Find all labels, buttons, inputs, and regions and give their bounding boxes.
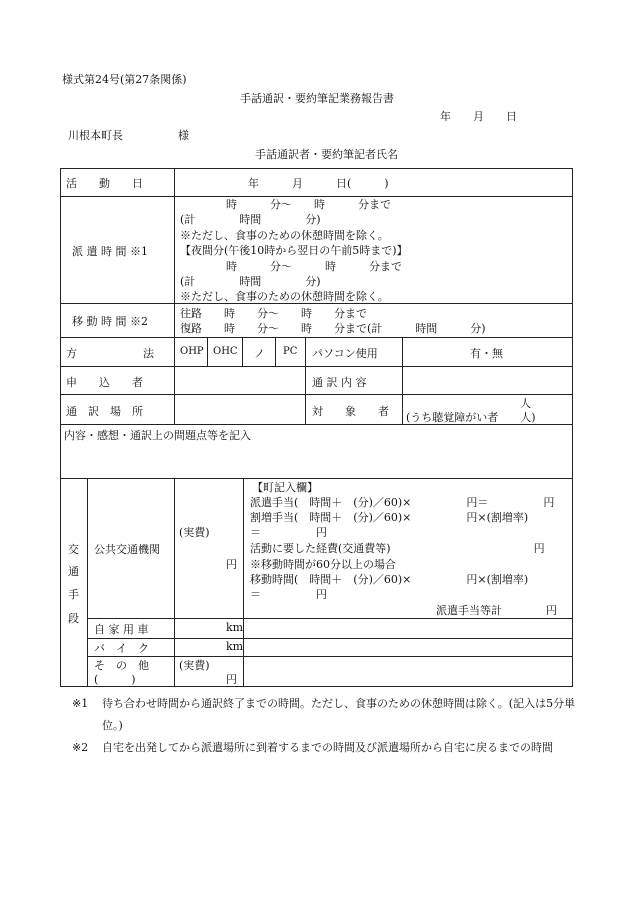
transport-label-char: 交 bbox=[68, 543, 79, 556]
note-text: 自宅を出発してから派遣場所に到着するまでの時間及び派遣場所から自宅に戻るまでの時間 bbox=[102, 741, 553, 754]
public-transport-yen: 円 bbox=[226, 558, 237, 571]
pc-usage-label: パソコン使用 bbox=[312, 347, 378, 360]
transport-label-char: 通 bbox=[68, 565, 79, 578]
dispatch-time-line: ※ただし、食事のための休憩時間を除く。 bbox=[180, 229, 389, 242]
target-label: 対 象 者 bbox=[312, 405, 389, 418]
dispatch-time-line[interactable]: (計 時間 分) bbox=[180, 213, 321, 226]
method-option-pc[interactable]: PC bbox=[283, 346, 298, 357]
form-number: 様式第24号(第27条関係) bbox=[62, 73, 187, 86]
other-yen: 円 bbox=[226, 673, 237, 686]
applicant-label: 申 込 者 bbox=[66, 376, 143, 389]
private-car-unit: km bbox=[226, 621, 244, 634]
target-hearing-impaired[interactable]: (うち聴覚障がい者 人) bbox=[406, 411, 536, 424]
date-line: 年 月 日 bbox=[440, 110, 517, 123]
private-car-label: 自 家 用 車 bbox=[94, 623, 149, 636]
method-option-ohc[interactable]: OHC bbox=[213, 346, 238, 357]
other-actual-cost: (実費) bbox=[179, 659, 210, 672]
town-entry-line: 割増手当( 時間＋ (分)／60)× 円×(割増率) bbox=[250, 511, 529, 524]
dispatch-time-line[interactable]: 時 分〜 時 分まで bbox=[226, 198, 391, 211]
town-entry-line: 派遣手当( 時間＋ (分)／60)× 円＝ 円 bbox=[250, 496, 555, 509]
addressee: 川根本町長 bbox=[68, 129, 123, 142]
town-entry-line: 活動に要した経費(交通費等) 円 bbox=[250, 542, 545, 555]
target-unit: 人 bbox=[520, 397, 531, 410]
dispatch-time-line: ※ただし、食事のための休憩時間を除く。 bbox=[180, 290, 389, 303]
dispatch-time-line: 【夜間分(午後10時から翌日の午前5時まで)】 bbox=[180, 244, 408, 257]
travel-return[interactable]: 復路 時 分〜 時 分まで(計 時間 分) bbox=[180, 322, 486, 335]
addressee-honorific: 様 bbox=[178, 129, 189, 142]
transport-label-char: 手 bbox=[68, 588, 79, 601]
pc-usage-value[interactable]: 有・無 bbox=[470, 347, 503, 360]
method-option-ohp[interactable]: OHP bbox=[180, 346, 204, 357]
note-text: 待ち合わせ時間から通訳終了までの時間。ただし、食事のための休憩時間は除く。(記入は5分単位。) bbox=[102, 697, 576, 732]
town-entry-line: 移動時間( 時間＋ (分)／60)× 円×(割増率) bbox=[250, 573, 529, 586]
public-transport-actual-cost: (実費) bbox=[179, 526, 210, 539]
note-mark: ※2 bbox=[72, 741, 89, 754]
method-option-notetaking[interactable]: ノ bbox=[254, 347, 265, 360]
town-entry-line: ※移動時間が60分以上の場合 bbox=[250, 558, 396, 571]
dispatch-time-line[interactable]: 時 分〜 時 分まで bbox=[226, 260, 402, 273]
venue-label: 通 訳 場 所 bbox=[66, 405, 143, 418]
dispatch-allowance-total: 派遣手当等計 円 bbox=[436, 604, 557, 617]
transport-label-char: 段 bbox=[68, 612, 79, 625]
remarks-label: 内容・感想・通訳上の問題点等を記入 bbox=[64, 429, 251, 442]
activity-day-value[interactable]: 年 月 日( ) bbox=[248, 177, 389, 190]
dispatch-time-line[interactable]: (計 時間 分) bbox=[180, 275, 321, 288]
form-title: 手話通訳・要約筆記業務報告書 bbox=[240, 92, 394, 105]
interpretation-content-label: 通 訳 内 容 bbox=[312, 376, 367, 389]
travel-time-label: 移 動 時 間 ※2 bbox=[72, 315, 148, 328]
dispatch-time-label: 派 遣 時 間 ※1 bbox=[72, 245, 148, 258]
public-transport-label: 公共交通機関 bbox=[94, 543, 160, 556]
town-entry-line: ＝ 円 bbox=[250, 526, 327, 539]
travel-outbound[interactable]: 往路 時 分〜 時 分まで bbox=[180, 307, 367, 320]
town-entry-line: ＝ 円 bbox=[250, 588, 327, 601]
bike-unit: km bbox=[226, 640, 244, 653]
town-entry-header: 【町記入欄】 bbox=[252, 481, 318, 494]
bike-label: バ イ ク bbox=[94, 642, 149, 655]
method-label: 方 法 bbox=[66, 347, 154, 360]
other-label: そ の 他 bbox=[94, 659, 149, 672]
activity-day-label: 活 動 日 bbox=[66, 177, 143, 190]
other-paren[interactable]: ( ) bbox=[94, 673, 136, 686]
note-mark: ※1 bbox=[72, 697, 89, 710]
reporter-name-label: 手話通訳者・要約筆記者氏名 bbox=[255, 148, 398, 161]
